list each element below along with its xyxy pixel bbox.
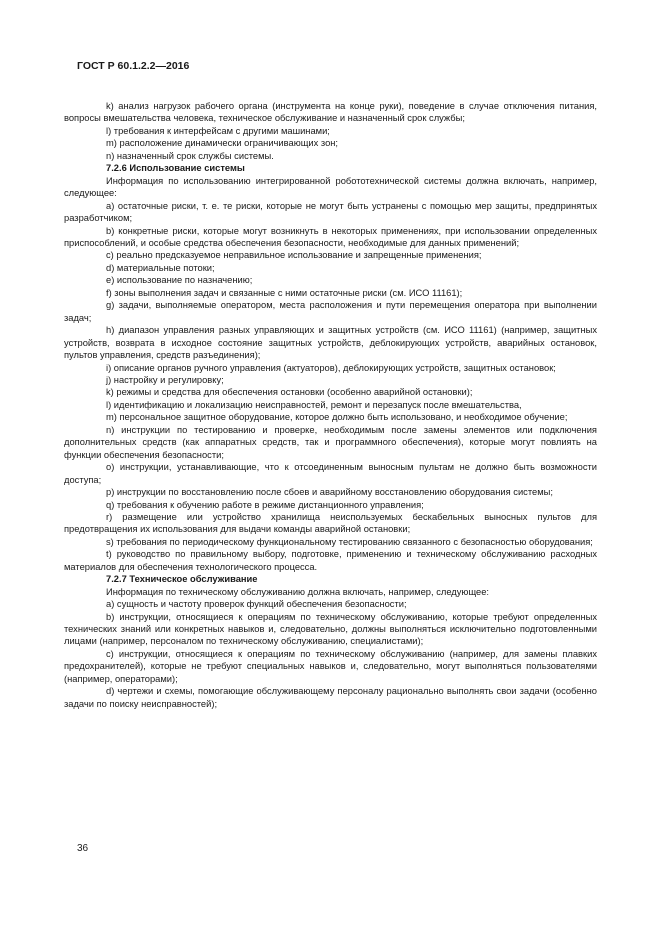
paragraph: b) инструкции, относящиеся к операциям по техническому обслуживанию, которые требуют определенных технических знаний или конкретных навыков и, следовательно, должны выполняться исключительно подготовленными лицами (например, персоналом по техническому обслуживанию, специалистами); <box>64 611 597 647</box>
paragraph: e) использование по назначению; <box>106 275 253 286</box>
paragraph: m) расположение динамически ограничивающих зон; <box>106 138 339 149</box>
paragraph: q) требования к обучению работе в режиме дистанционного управления; <box>106 499 424 510</box>
paragraph: n) назначенный срок службы системы. <box>106 150 274 161</box>
section-heading: 7.2.7 Техническое обслуживание <box>106 574 258 585</box>
paragraph: k) анализ нагрузок рабочего органа (инструмента на конце руки), поведение в случае отключения питания, вопросы вмешательства человека, техническое обслуживание и назначенный срок службы; <box>64 101 597 124</box>
paragraph: f) зоны выполнения задач и связанные с ними остаточные риски (см. ИСО 11161); <box>106 287 463 298</box>
paragraph: m) персональное защитное оборудование, которое должно быть использовано, и необходимое обучение; <box>106 412 568 423</box>
paragraph: g) задачи, выполняемые оператором, места расположения и пути перемещения оператора при выполнении задач; <box>64 300 597 323</box>
paragraph: c) инструкции, относящиеся к операциям по техническому обслуживанию (например, для замены плавких предохранителей), которые не требуют специальных навыков и, следовательно, могут выполняться пользователями (например, операторами); <box>64 648 597 684</box>
paragraph: a) сущность и частоту проверок функций обеспечения безопасности; <box>106 599 407 610</box>
paragraph: k) режимы и средства для обеспечения остановки (особенно аварийной остановки); <box>106 387 473 398</box>
paragraph: s) требования по периодическому функциональному тестированию связанного с безопасностью оборудования; <box>106 536 593 547</box>
document-body <box>64 100 597 710</box>
paragraph: t) руководство по правильному выбору, подготовке, применению и техническому обслуживанию расходных материалов для обеспечения технологического процесса. <box>64 549 597 572</box>
paragraph: a) остаточные риски, т. е. те риски, которые не могут быть устранены с помощью мер защиты, предпринятых разработчиком; <box>64 200 597 224</box>
paragraph: l) идентификацию и локализацию неисправностей, ремонт и перезапуск после вмешательства, <box>106 399 522 410</box>
page-number: 36 <box>77 843 89 854</box>
paragraph: i) описание органов ручного управления (актуаторов), деблокирующих устройств, защитных остановок; <box>106 362 556 373</box>
paragraph: Информация по использованию интегрированной робототехнической системы должна включать, например, следующее: <box>64 175 597 199</box>
paragraph: Информация по техническому обслуживанию должна включать, например, следующее: <box>106 586 490 597</box>
paragraph: p) инструкции по восстановлению после сбоев и аварийному восстановлению оборудования системы; <box>106 487 553 498</box>
paragraph: o) инструкции, устанавливающие, что к отсоединенным выносным пультам не должно быть возможности доступа; <box>64 462 597 485</box>
paragraph: d) чертежи и схемы, помогающие обслуживающему персоналу рационально выполнять свои задачи (особенно задачи по поиску неисправностей); <box>64 686 597 709</box>
paragraph: b) конкретные риски, которые могут возникнуть в некоторых применениях, при использовании определенных приспособлений, и особые средства обеспечения безопасности, необходимые для данных применений; <box>64 225 597 248</box>
paragraph: l) требования к интерфейсам с другими машинами; <box>106 125 330 136</box>
paragraph: h) диапазон управления разных управляющих и защитных устройств (см. ИСО 11161) (например, защитных устройств, возврата в исходное состояние защитных устройств, деблокирующих устройств, аварийных остановок, пультов управления, средств разъединения); <box>64 325 597 361</box>
paragraph: c) реально предсказуемое неправильное использование и запрещенные применения; <box>106 250 482 261</box>
paragraph: n) инструкции по тестированию и проверке, необходимым после замены элементов или подключения дополнительных средств (как аппаратных средств, так и программного обеспечения), которые могут повлиять на функции обеспечения безопасности; <box>64 424 597 460</box>
document-header: ГОСТ Р 60.1.2.2—2016 <box>77 60 190 72</box>
paragraph: r) размещение или устройство хранилища неиспользуемых бескабельных выносных пультов для предотвращения их использования для выдачи команды аварийной остановки; <box>64 511 597 535</box>
paragraph: d) материальные потоки; <box>106 262 215 273</box>
paragraph: j) настройку и регулировку; <box>106 374 224 385</box>
section-heading: 7.2.6 Использование системы <box>106 163 245 174</box>
